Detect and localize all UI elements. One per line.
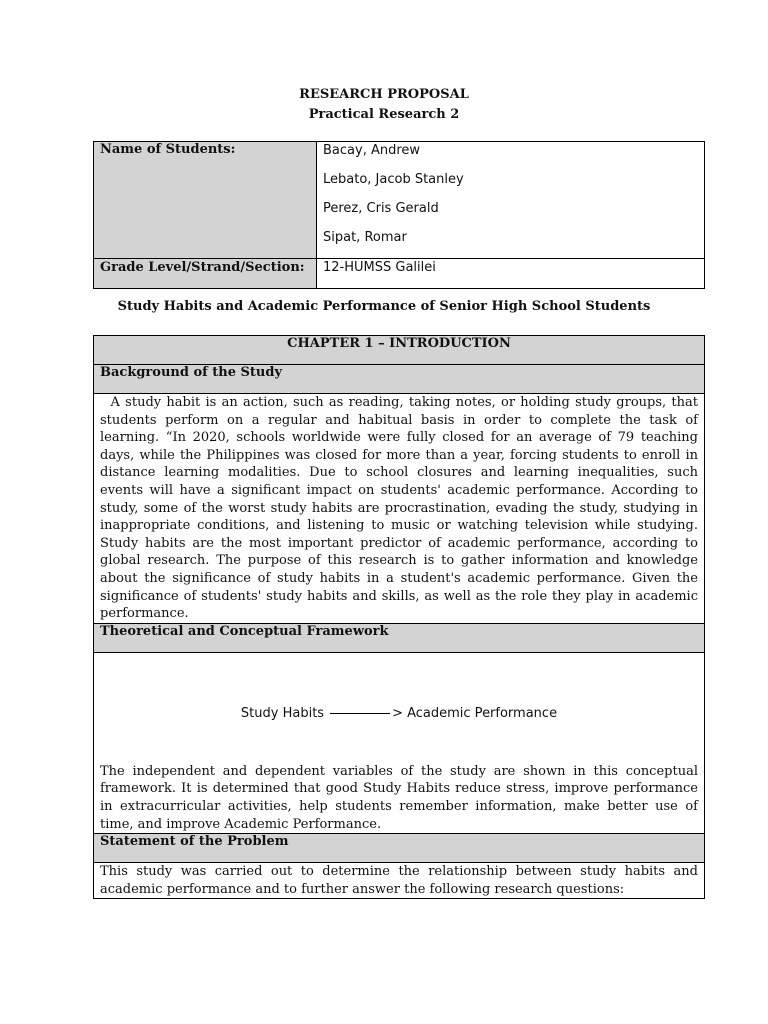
framework-cell [94, 652, 705, 833]
study-title: Study Habits and Academic Performance of Senior High School Students [117, 299, 651, 314]
student-name: Perez, Cris Gerald [323, 201, 439, 216]
chapter-title: CHAPTER 1 – INTRODUCTION [94, 336, 705, 365]
problem-text: This study was carried out to determine the relationship between study habits and academic performance and to further answer the following research questions: [100, 864, 698, 897]
document-title: RESEARCH PROPOSAL [299, 87, 469, 102]
conceptual-framework-diagram [100, 653, 698, 763]
chapter-table [93, 335, 705, 899]
framework-heading: Theoretical and Conceptual Framework [94, 623, 705, 652]
student-name: Lebato, Jacob Stanley [323, 172, 464, 187]
problem-heading: Statement of the Problem [94, 834, 705, 863]
students-list [317, 142, 705, 259]
background-text: A study habit is an action, such as reading, taking notes, or holding study groups, that students perform on a regular and habitual basis in order to complete the task of learning. “In 2020, schools worldwide were fully closed for an average of 79 teaching days, while the Philippines was closed for more than a year, forcing students to enroll in distance learning modalities. Due to school closures and learning inequalities, such events will have a significant impact on students' academic performance. According to study, some of the worst study habits are procrastination, evading the study, studying in inappropriate conditions, and listening to music or watching television while studying. Study habits are the most important predictor of academic performance, according to global research. The purpose of this research is to gather information and knowledge about the significance of study habits in a student's academic performance. Given the significance of students' study habits and skills, as well as the role they play in academic performance. [100, 395, 698, 622]
framework-text: The independent and dependent variables of the study are shown in this conceptual framework. It is determined that good Study Habits reduce stress, improve performance in extracurricular activities, help students remember information, make better use of time, and improve Academic Performance. [100, 763, 698, 832]
dependent-variable: > Academic Performance [392, 705, 558, 721]
grade-value: 12-HUMSS Galilei [317, 259, 705, 289]
student-info-table [93, 141, 705, 289]
grade-label: Grade Level/Strand/Section: [94, 259, 317, 289]
independent-variable: Study Habits [240, 705, 325, 721]
students-label: Name of Students: [94, 142, 317, 259]
problem-cell [94, 863, 705, 899]
student-name: Sipat, Romar [323, 230, 407, 245]
arrow-line [330, 713, 390, 714]
background-cell [94, 394, 705, 624]
document-subtitle: Practical Research 2 [308, 107, 460, 122]
background-heading: Background of the Study [94, 365, 705, 394]
student-name: Bacay, Andrew [323, 143, 421, 158]
